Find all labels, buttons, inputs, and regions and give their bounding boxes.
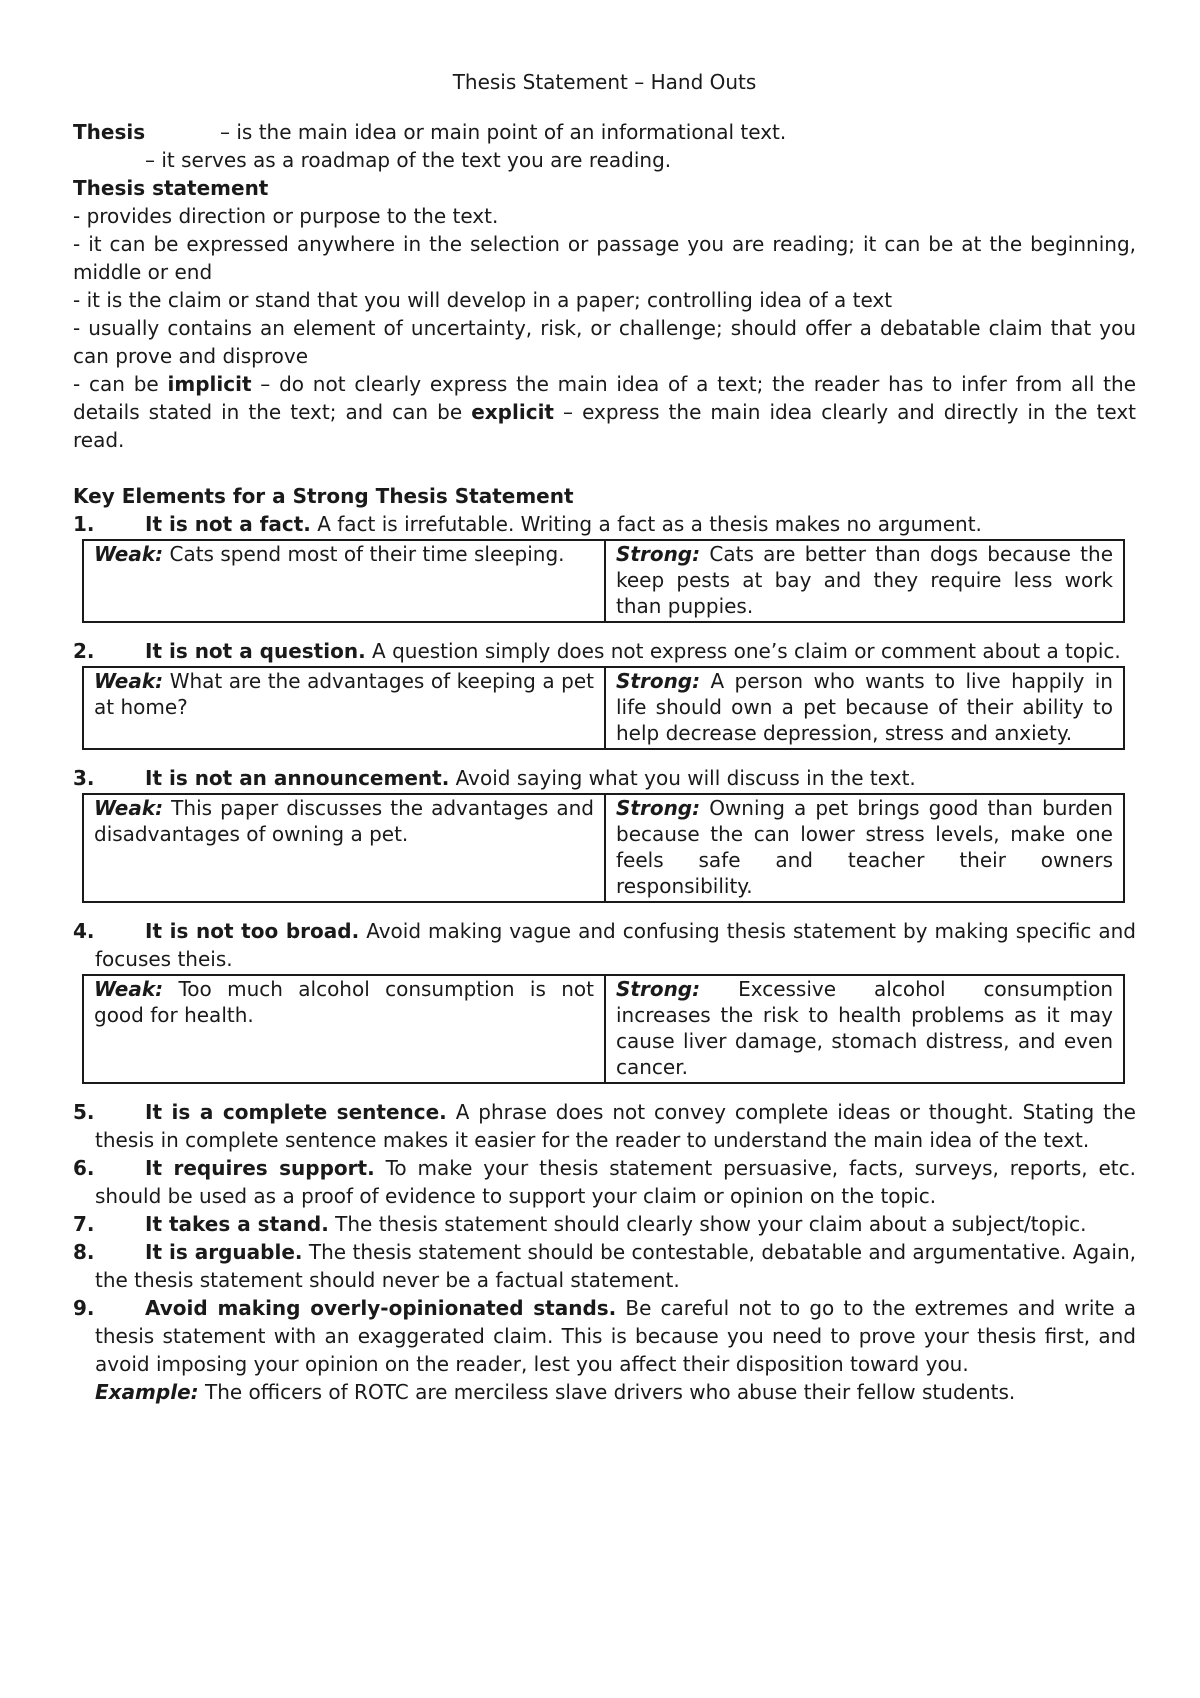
key-element-item (73, 510, 1136, 538)
key-element-item (73, 1154, 1136, 1210)
item-text: To make your thesis statement persuasive, facts, surveys, reports, etc. should be used as a proof of evidence to support your claim or opinion on the topic. (95, 1156, 1137, 1208)
thesis-statement-bullet: - it can be expressed anywhere in the selection or passage you are reading; it can be at the beginning, middle or end (73, 232, 1136, 284)
key-element-item (73, 1210, 1136, 1238)
key-element-item (73, 764, 1136, 792)
key-element-item (73, 1294, 1136, 1378)
item-text: A fact is irrefutable. Writing a fact as a thesis makes no argument. (310, 512, 982, 536)
item-title: It is arguable. (145, 1240, 303, 1264)
weak-example: Too much alcohol consumption is not good for health. (94, 977, 594, 1027)
item-text: Avoid making vague and confusing thesis statement by making specific and focuses theis. (95, 919, 1136, 971)
item-text: The thesis statement should be contestable, debatable and argumentative. Again, the thesis statement should never be a factual statement. (95, 1240, 1136, 1292)
item-title: It is not a fact. (145, 512, 311, 536)
thesis-definition-line-1: – is the main idea or main point of an informational text. (220, 120, 787, 144)
thesis-definition-line-2: – it serves as a roadmap of the text you are reading. (145, 148, 672, 172)
item-number: 2. (73, 639, 95, 663)
explicit-term: explicit (471, 400, 554, 424)
weak-example: Cats spend most of their time sleeping. (163, 542, 565, 566)
thesis-statement-bullet-implicit-explicit (73, 370, 1136, 454)
document-page (73, 68, 1136, 1406)
item-number: 9. (73, 1296, 95, 1320)
key-element-item (73, 1238, 1136, 1294)
spacer (73, 454, 1136, 482)
strong-example: Owning a pet brings good than burden because the can lower stress levels, make one feels safe and teacher their owners responsibility. (616, 796, 1113, 898)
strong-example-cell (605, 975, 1124, 1083)
item-text: A question simply does not express one’s claim or comment about a topic. (365, 639, 1121, 663)
thesis-statement-bullet: - it is the claim or stand that you will develop in a paper; controlling idea of a text (73, 288, 893, 312)
item-title: It is not an announcement. (145, 766, 450, 790)
example-label: Example: (95, 1380, 199, 1404)
thesis-term: Thesis (73, 120, 146, 144)
implicit-term: implicit (167, 372, 252, 396)
thesis-statement-bullet: - usually contains an element of uncertainty, risk, or challenge; should offer a debatable claim that you can prove and disprove (73, 316, 1136, 368)
thesis-definition (73, 118, 1136, 146)
item-text: A phrase does not convey complete ideas or thought. Stating the thesis in complete sentence makes it easier for the reader to understand the main idea of the text. (95, 1100, 1136, 1152)
item-number: 5. (73, 1100, 95, 1124)
strong-label: Strong: (616, 977, 701, 1001)
weak-example-cell (83, 540, 605, 622)
item-title: It is not a question. (145, 639, 366, 663)
weak-label: Weak: (94, 977, 164, 1001)
text-segment: – do not clearly express the main idea of a text; the reader has to infer from all the details stated in the text; and can be (73, 372, 1136, 424)
strong-example: A person who wants to live happily in life should own a pet because of their ability to help decrease depression, stress and anxiety. (616, 669, 1113, 745)
key-element-item (73, 917, 1136, 973)
weak-example: What are the advantages of keeping a pet at home? (94, 669, 594, 719)
item-number: 1. (73, 512, 95, 536)
strong-example-cell (605, 794, 1124, 902)
text-segment: - can be (73, 372, 168, 396)
key-element-item (73, 1098, 1136, 1154)
weak-strong-table (82, 666, 1125, 750)
item-text: Avoid saying what you will discuss in the text. (449, 766, 916, 790)
item-text: The thesis statement should clearly show your claim about a subject/topic. (328, 1212, 1087, 1236)
page-title: Thesis Statement – Hand Outs (452, 70, 757, 94)
item-text: Be careful not to go to the extremes and write a thesis statement with an exaggerated claim. This is because you need to prove your thesis first, and avoid imposing your opinion on the reader, lest you affect their disposition toward you. (95, 1296, 1136, 1376)
item-number: 6. (73, 1156, 95, 1180)
strong-label: Strong: (616, 796, 701, 820)
example-text: The officers of ROTC are merciless slave drivers who abuse their fellow students. (198, 1380, 1016, 1404)
weak-example-cell (83, 975, 605, 1083)
strong-example: Cats are better than dogs because the keep pests at bay and they require less work than puppies. (616, 542, 1113, 618)
thesis-statement-heading: Thesis statement (73, 176, 269, 200)
example-line (73, 1378, 1136, 1406)
item-title: It is a complete sentence. (145, 1100, 447, 1124)
strong-label: Strong: (616, 669, 701, 693)
weak-strong-table (82, 974, 1125, 1084)
item-number: 7. (73, 1212, 95, 1236)
weak-label: Weak: (94, 542, 164, 566)
weak-label: Weak: (94, 669, 164, 693)
weak-strong-table (82, 793, 1125, 903)
item-title: Avoid making overly-opinionated stands. (145, 1296, 617, 1320)
weak-strong-table (82, 539, 1125, 623)
thesis-statement-bullet: - provides direction or purpose to the text. (73, 204, 499, 228)
item-title: It requires support. (145, 1156, 375, 1180)
strong-example-cell (605, 667, 1124, 749)
item-number: 4. (73, 919, 95, 943)
item-title: It takes a stand. (145, 1212, 329, 1236)
weak-example-cell (83, 794, 605, 902)
key-elements-heading: Key Elements for a Strong Thesis Statement (73, 484, 574, 508)
item-title: It is not too broad. (145, 919, 360, 943)
weak-example-cell (83, 667, 605, 749)
weak-example: This paper discusses the advantages and disadvantages of owning a pet. (94, 796, 594, 846)
strong-example-cell (605, 540, 1124, 622)
text-segment: – express the main idea clearly and directly in the text read. (73, 400, 1137, 452)
key-element-item (73, 637, 1136, 665)
strong-example: Excessive alcohol consumption increases the risk to health problems as it may cause liver damage, stomach distress, and even cancer. (616, 977, 1113, 1079)
weak-label: Weak: (94, 796, 164, 820)
item-number: 8. (73, 1240, 95, 1264)
strong-label: Strong: (616, 542, 701, 566)
item-number: 3. (73, 766, 95, 790)
